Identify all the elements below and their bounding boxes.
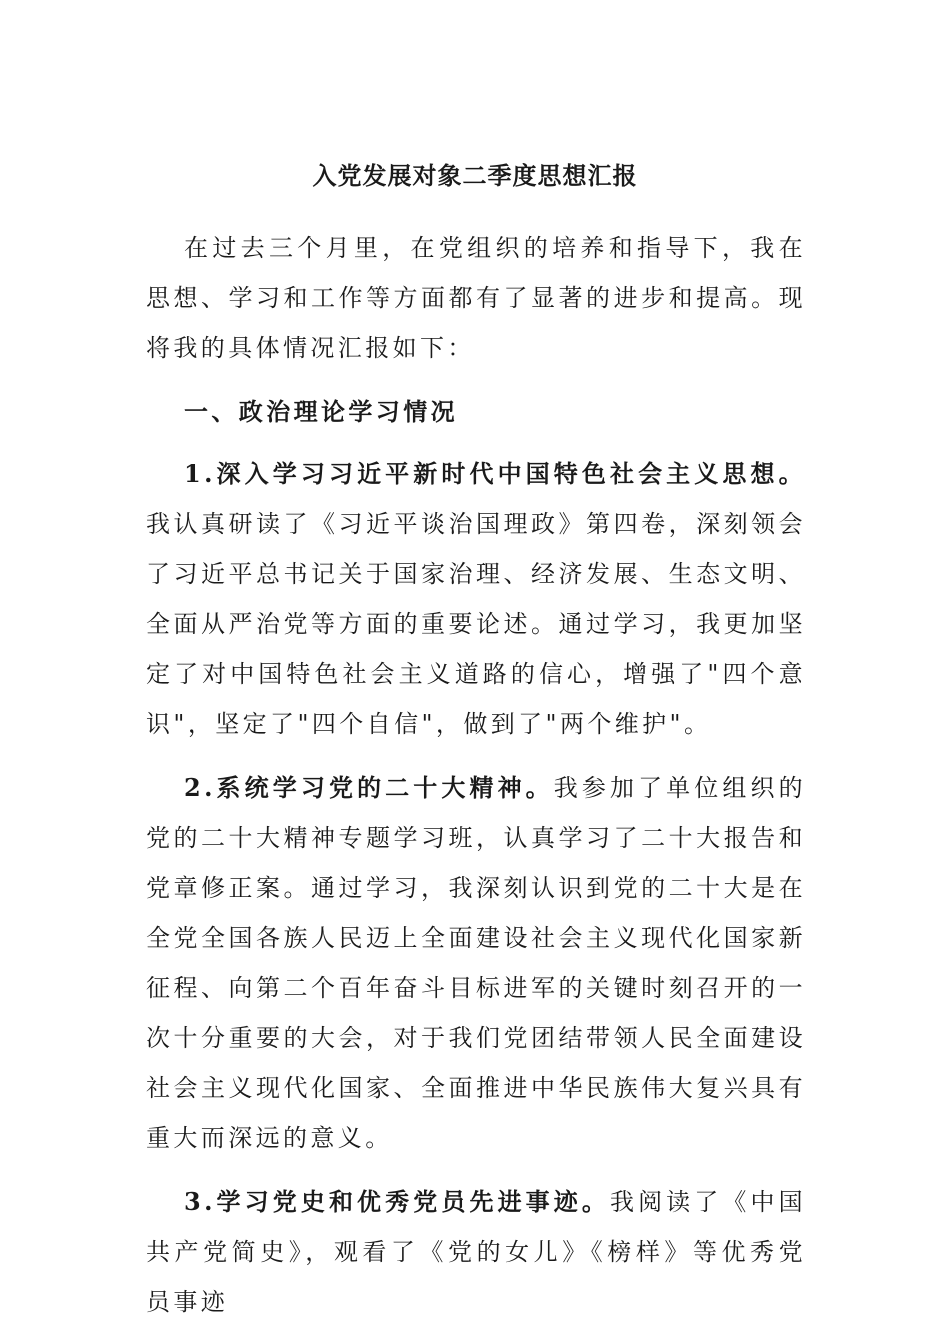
document-body: [146, 223, 806, 1341]
item-lead-2: 2.系统学习党的二十大精神。: [184, 773, 554, 802]
item-text-3: 我阅读了《中国共产党简史》，观看了《党的女儿》《榜样》等优秀党员事迹: [146, 1188, 806, 1316]
item-lead-3: 3.学习党史和优秀党员先进事迹。: [184, 1187, 610, 1216]
item-text-1: 我认真研读了《习近平谈治国理政》第四卷，深刻领会了习近平总书记关于国家治理、经济发展、生态文明、全面从严治党等方面的重要论述。通过学习，我更加坚定了对中国特色社会主义道路的信心，增强了"四个意识"，坚定了"四个自信"，做到了"两个维护"。: [146, 510, 806, 738]
item-paragraph-3: [146, 1177, 806, 1327]
item-paragraph-1: [146, 449, 806, 749]
intro-paragraph: 在过去三个月里，在党组织的培养和指导下，我在思想、学习和工作等方面都有了显著的进步和提高。现将我的具体情况汇报如下：: [146, 234, 806, 362]
item-lead-1: 1.深入学习习近平新时代中国特色社会主义思想。: [184, 459, 806, 488]
section-heading: 一、政治理论学习情况: [184, 397, 458, 426]
document-title: 入党发展对象二季度思想汇报: [312, 161, 638, 190]
item-paragraph-2: [146, 763, 806, 1163]
item-text-2: 我参加了单位组织的党的二十大精神专题学习班，认真学习了二十大报告和党章修正案。通过学习，我深刻认识到党的二十大是在全党全国各族人民迈上全面建设社会主义现代化国家新征程、向第二个百年奋斗目标进军的关键时刻召开的一次十分重要的大会，对于我们党团结带领人民全面建设社会主义现代化国家、全面推进中华民族伟大复兴具有重大而深远的意义。: [146, 774, 806, 1152]
